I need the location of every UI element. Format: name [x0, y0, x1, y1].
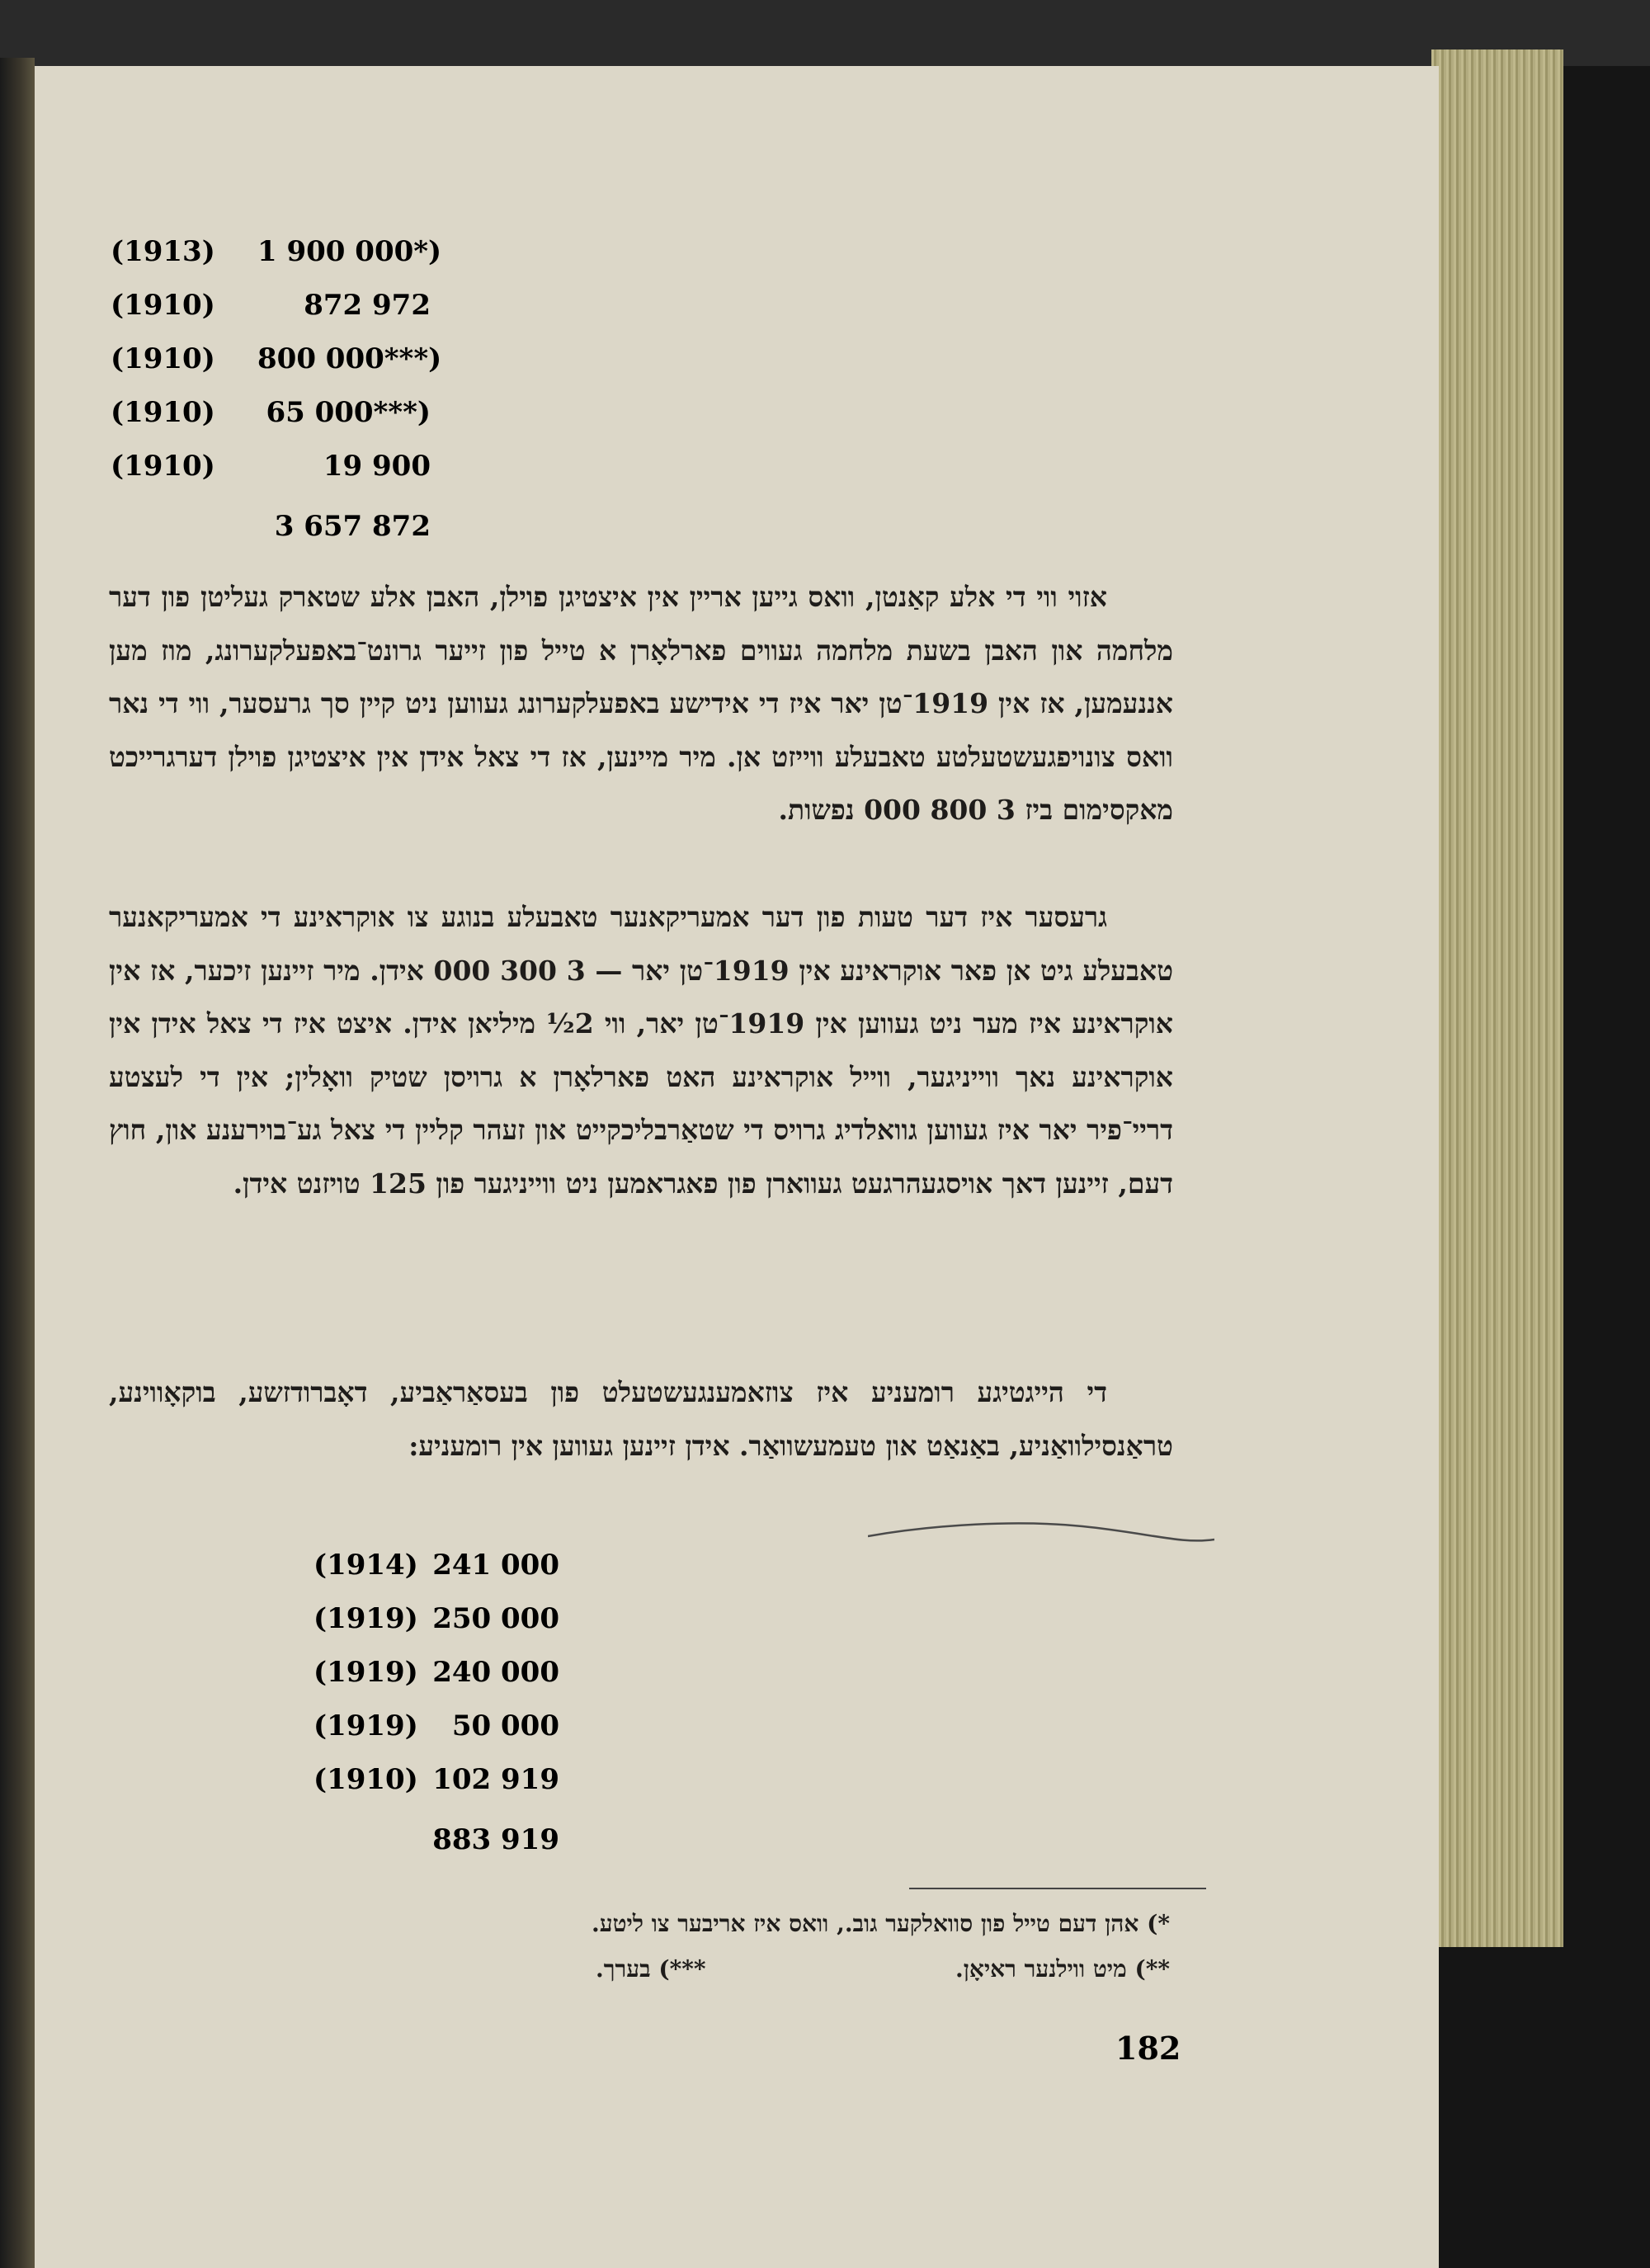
footnote-1: *) אהן דעם טייל פון סוואלקער גוב., וואס איז אריבער צו ליטע. — [592, 1910, 1170, 1937]
pencil-underline — [868, 1518, 1214, 1551]
paragraph-poland: אזוי ווי די אלע קאַנטן, וואס גייען אריין אין איצטיגן פוילן, האבן אלע שטארק געליטן פון דער מלחמה און האבן בשעת מלחמה געווים פארלאָרן א טייל פון זייער גרונט־באפעלקערונג, מוז מען אננעמען, אז אין 1919־טן יאר איז די אידישע באפעלקערונג געווען ניט קיין סך גרעסער, ווי די נאר וואס צונויפגעשטעלטע טאבעלע ווייזט אן. מיר מיינען, אז די צאל אידן אין איצטיגן פוילן דערגרייכט מאקסימום ביז 3 800 000 נפשות. — [109, 581, 1173, 826]
row-year: (1910) — [111, 289, 215, 322]
row-year: (1919) — [314, 1656, 418, 1689]
row-year: (1913) — [111, 235, 215, 268]
total-value: 3 657 872 — [274, 510, 431, 543]
row-value: 102 919 — [432, 1763, 559, 1796]
paragraph-romania: די הייגטיגע רומעניע איז צוזאמענגעשטעלט פון בעסאַראַביע, דאָברודזשע, בוקאָווינע, טראַנסילוואַניע, באַנאַט און טעמעשוואַר. אידן זיינען געווען אין רומעניע: — [109, 1376, 1173, 1462]
row-year: (1910) — [111, 342, 215, 375]
paragraph-ukraine: גרעסער איז דער טעות פון דער אמעריקאנער טאבעלע בנוגע צו אוקראינע די אמעריקאנער טאבעלע גיט אן פאר אוקראינע אין 1919־טן יאר — 3 300 000 אידן. מיר זיינען זיכער, אז אין אוקראינע איז מער ניט געווען אין 1919־טן יאר, ווי 2½ מיליאן אידן. איצט איז די צאל אידן אין אוקראינע נאך ווייניגער, ווייל אוקראינע האט פארלאָרן א גרויסן שטיק וואָלין; אין די לעצטע דריי־פיר יאר איז געווען גוואלדיג גרויס די שטאַרבליכקייט און זעהר קליין די צאל גע־בוירענע און, חוץ דעם, זיינען דאך אויסגעהרגעט געווארן פון פאגראמען ניט ווייניגער פון 125 טויזנט אידן. — [109, 901, 1174, 1200]
row-value: 800 000***) — [257, 342, 442, 375]
page-edges — [1431, 50, 1563, 1947]
row-value: 1 900 000*) — [257, 235, 442, 268]
row-value: 19 900 — [323, 450, 431, 483]
row-value: 872 972 — [304, 289, 431, 322]
row-value: 240 000 — [432, 1656, 559, 1689]
book-spine-edge — [0, 58, 35, 2268]
footnote-2: **) מיט ווילנער ראיאָן. — [955, 1955, 1170, 1983]
total-value: 883 919 — [432, 1823, 559, 1856]
row-year: (1919) — [314, 1602, 418, 1635]
footnote-rule — [909, 1888, 1206, 1889]
page-number: 182 — [1115, 2030, 1181, 2067]
row-year: (1910) — [111, 396, 215, 429]
row-value: 250 000 — [432, 1602, 559, 1635]
row-year: (1910) — [111, 450, 215, 483]
footnote-3: ***) בערך. — [596, 1955, 706, 1983]
row-value: 65 000***) — [266, 396, 431, 429]
row-value: 241 000 — [432, 1549, 559, 1582]
row-year: (1914) — [314, 1549, 418, 1582]
row-year: (1919) — [314, 1709, 418, 1742]
top-background — [0, 0, 1650, 66]
row-year: (1910) — [314, 1763, 418, 1796]
row-value: 50 000 — [451, 1709, 559, 1742]
book-page — [35, 66, 1439, 2268]
